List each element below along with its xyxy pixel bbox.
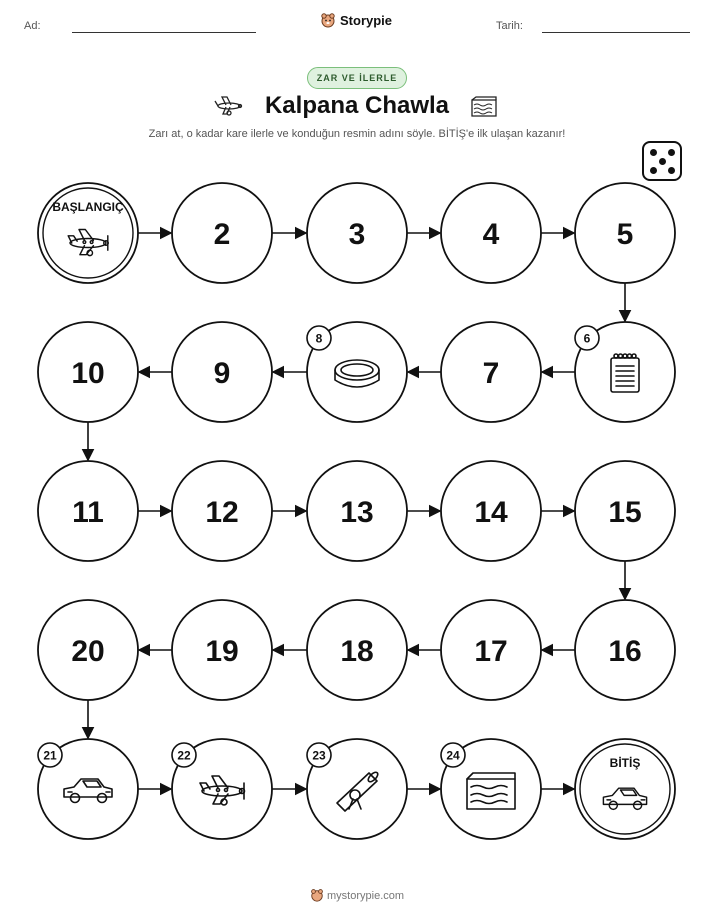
board-cell-20 bbox=[38, 600, 138, 700]
cell-number: 17 bbox=[474, 635, 508, 668]
finish-label: BİTİŞ bbox=[609, 756, 641, 770]
board-cell-19 bbox=[172, 600, 272, 700]
board-cell-15 bbox=[575, 461, 675, 561]
board-cell-21 bbox=[38, 739, 138, 839]
footer bbox=[0, 888, 714, 902]
board-cell-18 bbox=[307, 600, 407, 700]
cell-number: 24 bbox=[446, 748, 460, 763]
footer-bear-icon bbox=[310, 888, 324, 902]
cell-number: 9 bbox=[213, 357, 231, 390]
cell-number: 18 bbox=[340, 635, 374, 668]
footer-url: mystorypie.com bbox=[327, 890, 405, 902]
board-cell-16 bbox=[575, 600, 675, 700]
cell-number: 5 bbox=[616, 218, 634, 251]
board-cell-23 bbox=[307, 739, 407, 839]
cell-number: 15 bbox=[608, 496, 642, 529]
board-cell-12 bbox=[172, 461, 272, 561]
board-cell-13 bbox=[307, 461, 407, 561]
cell-number: 3 bbox=[348, 218, 366, 251]
cell-number: 12 bbox=[205, 496, 239, 529]
page-title: Kalpana Chawla bbox=[264, 92, 450, 119]
cell-number: 21 bbox=[43, 748, 57, 763]
board-cell-14 bbox=[441, 461, 541, 561]
board-cell-24 bbox=[441, 739, 541, 839]
activity-badge: ZAR VE İLERLE bbox=[307, 67, 407, 89]
cell-number: 7 bbox=[482, 357, 500, 390]
board-cell-11 bbox=[38, 461, 138, 561]
board-cell-5 bbox=[575, 183, 675, 283]
cell-number: 20 bbox=[71, 635, 105, 668]
cell-number: 4 bbox=[482, 218, 500, 251]
instructions: Zarı at, o kadar kare ilerle ve konduğun resmin adını söyle. BİTİŞ'e ilk ulaşan kazanır! bbox=[148, 128, 566, 140]
board-cell-22 bbox=[172, 739, 272, 839]
cell-number: 10 bbox=[71, 357, 105, 390]
cell-number: 8 bbox=[315, 331, 323, 346]
name-label: Ad: bbox=[24, 20, 41, 32]
cell-number: 13 bbox=[340, 496, 374, 529]
board-cell-4 bbox=[441, 183, 541, 283]
brand-name: Storypie bbox=[340, 12, 393, 28]
cell-number: 19 bbox=[205, 635, 239, 668]
board-cell-1 bbox=[38, 183, 138, 283]
cell-number: 23 bbox=[312, 748, 326, 763]
board-cell-10 bbox=[38, 322, 138, 422]
cell-number: 2 bbox=[213, 218, 231, 251]
start-label: BAŞLANGIÇ bbox=[52, 200, 124, 214]
board-cell-6 bbox=[575, 322, 675, 422]
board-cell-2 bbox=[172, 183, 272, 283]
cell-number: 11 bbox=[72, 496, 104, 529]
board-cell-9 bbox=[172, 322, 272, 422]
board-cell-7 bbox=[441, 322, 541, 422]
board-cell-25 bbox=[575, 739, 675, 839]
cell-number: 14 bbox=[474, 496, 508, 529]
cell-circle bbox=[575, 739, 675, 839]
cell-number: 22 bbox=[177, 748, 191, 763]
board-cell-3 bbox=[307, 183, 407, 283]
cell-number: 6 bbox=[583, 331, 591, 346]
cell-number: 16 bbox=[608, 635, 642, 668]
board-cell-8 bbox=[307, 322, 407, 422]
date-label: Tarih: bbox=[496, 20, 523, 32]
board-cell-17 bbox=[441, 600, 541, 700]
